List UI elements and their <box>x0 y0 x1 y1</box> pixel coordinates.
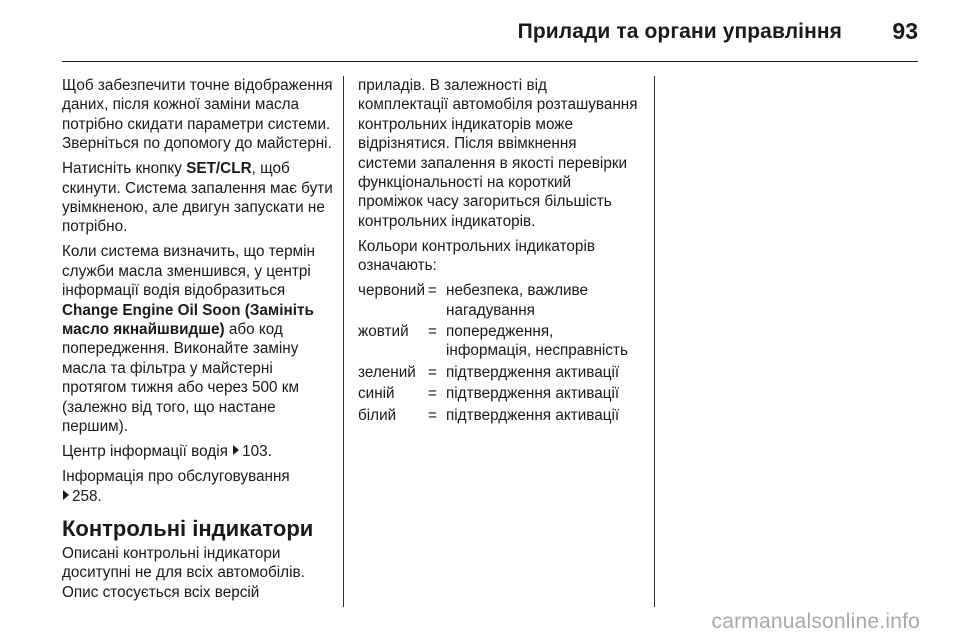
column-divider-left <box>343 76 344 607</box>
legend-color-name: синій <box>358 385 395 403</box>
legend-row-white <box>358 406 638 425</box>
legend-equals: = <box>428 323 437 341</box>
service-reference-text: Інформація про обслуговування <box>62 468 290 486</box>
legend-equals: = <box>428 363 437 381</box>
legend-row-red <box>358 281 638 320</box>
text-column-right <box>358 76 638 427</box>
page-number: 93 <box>892 18 918 44</box>
legend-meaning: підтвердження активації <box>446 406 620 424</box>
set-clr-button-label: SET/CLR <box>186 160 252 178</box>
dic-reference-page[interactable]: 103. <box>242 443 272 461</box>
oil-life-text-post: або код попередження. Виконайте заміну масла та фільтра у майстерні протягом тижня або через 500 км (залежно від того, що настане першим). <box>62 321 299 436</box>
legend-equals: = <box>428 282 437 300</box>
legend-meaning: підтвердження активації <box>446 385 620 403</box>
legend-equals: = <box>428 385 437 403</box>
color-legend <box>358 281 638 425</box>
text-column-left <box>62 76 334 608</box>
paragraph-service-reference <box>62 467 334 506</box>
paragraph-reset <box>62 159 334 237</box>
paragraph-indicators-intro: Описані контрольні індикатори доситупні не для всіх автомобілів. Опис стосується всіх версій <box>62 544 305 601</box>
column-divider-right <box>654 76 655 607</box>
paragraph-accuracy: Щоб забезпечити точне відображення даних, після кожної заміни масла потрібно скидати параметри системи. Зверніться по допомогу до майстерні. <box>62 77 333 153</box>
legend-meaning: підтвердження активації <box>446 363 620 381</box>
reset-text-pre: Натисніть кнопку <box>62 160 187 178</box>
legend-meaning: небезпека, важливе нагадування <box>446 282 589 319</box>
section-heading: Контрольні індикатори <box>62 515 314 541</box>
paragraph-oil-life <box>62 242 334 436</box>
legend-color-name: білий <box>358 406 397 424</box>
page-header <box>0 0 960 62</box>
legend-row-yellow <box>358 322 638 361</box>
legend-equals: = <box>428 406 437 424</box>
oil-change-message: Change Engine Oil Soon (Замініть масло якнайшвидше) <box>62 301 314 339</box>
paragraph-colors-intro: Кольори контрольних індикаторів означають: <box>358 237 595 275</box>
oil-life-text-pre: Коли система визначить, що термін служби масла зменшився, у центрі інформації водія відобразиться <box>62 243 315 300</box>
service-reference-page[interactable]: 258. <box>72 487 102 505</box>
reset-text-post: , щоб скинути. Система запалення має бути увімкненою, але двигун запускати не потрібно. <box>62 160 333 236</box>
legend-row-blue <box>358 384 638 403</box>
watermark: carmanualsonline.info <box>711 610 920 633</box>
legend-color-name: зелений <box>358 363 416 381</box>
legend-row-green <box>358 363 638 382</box>
legend-color-name: червоний <box>358 282 425 300</box>
header-divider <box>62 61 918 62</box>
legend-color-name: жовтий <box>358 323 409 341</box>
reference-arrow-icon <box>63 490 69 500</box>
dic-reference-text: Центр інформації водія <box>62 443 228 461</box>
reference-arrow-icon <box>233 445 239 455</box>
paragraph-dic-reference <box>62 442 334 461</box>
page-title: Прилади та органи управління <box>517 20 842 43</box>
paragraph-indicators-continued: приладів. В залежності від комплектації автомобіля розташування контрольних індикаторів може відрізнятися. Після ввімкнення системи запалення в якості перевірки функціональності на короткий проміжок часу загориться більшість контрольних індикаторів. <box>358 77 638 230</box>
legend-meaning: попередження, інформація, несправність <box>446 323 628 360</box>
